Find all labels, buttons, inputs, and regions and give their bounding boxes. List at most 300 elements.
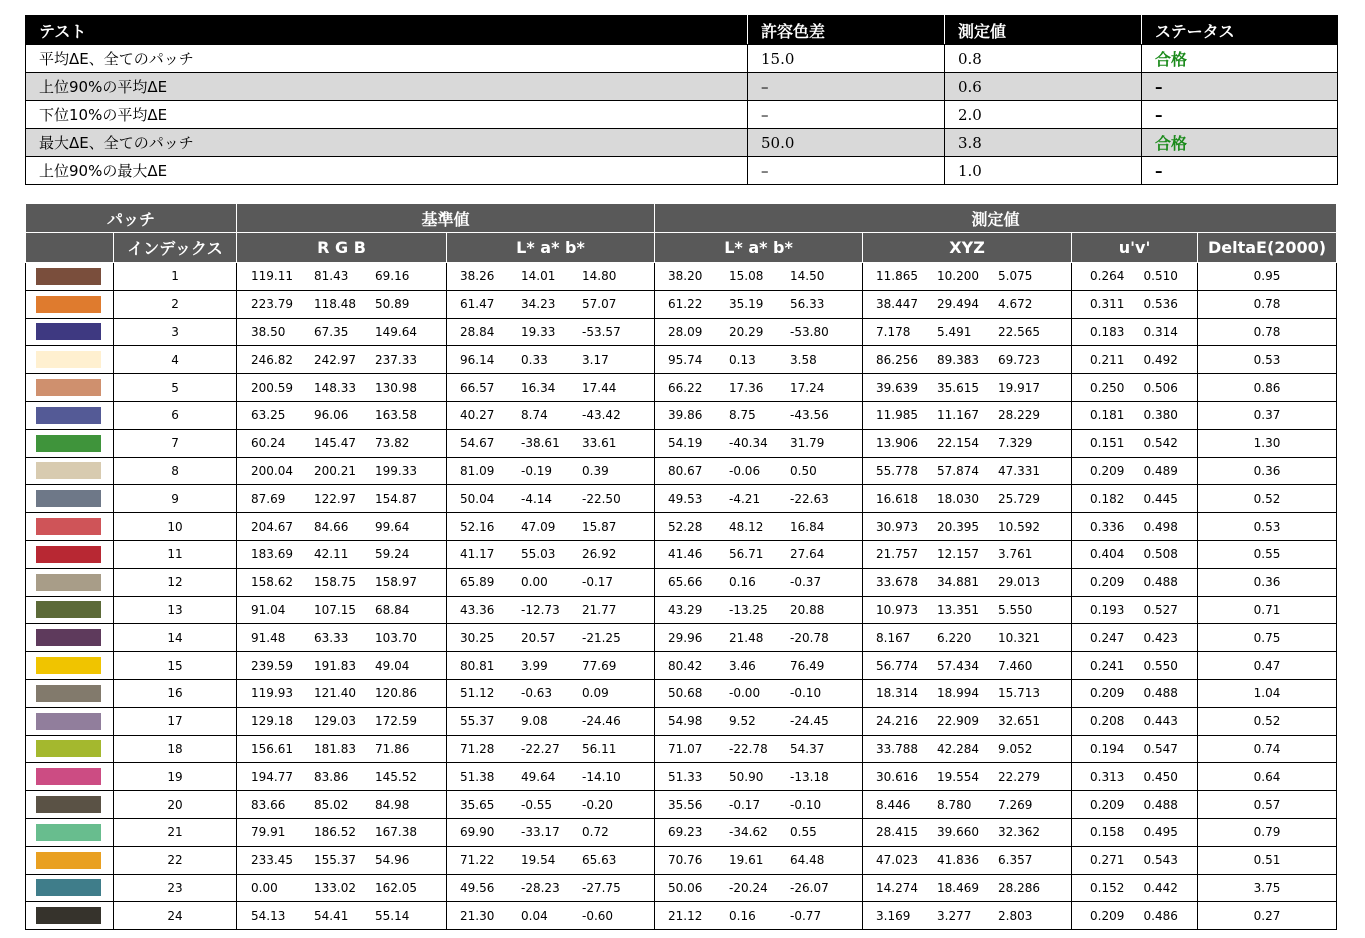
summary-header-test: テスト (26, 16, 748, 45)
patch-uv (1072, 429, 1198, 457)
patch-swatch (36, 435, 101, 452)
patch-rgb-value: 96.06 (314, 408, 349, 423)
patch-uv-value: 0.488 (1143, 797, 1178, 812)
summary-status: – (1142, 101, 1338, 129)
patch-rgb (237, 791, 447, 819)
patch-lab-measured (655, 540, 863, 568)
patch-rgb (237, 540, 447, 568)
patch-rgb-value: 155.37 (314, 853, 357, 868)
patch-swatch-cell (26, 763, 114, 791)
patch-xyz (863, 346, 1072, 374)
patch-lab-measured (655, 568, 863, 596)
patch-uv-value: 0.152 (1090, 880, 1125, 895)
patch-uv-value: 0.208 (1090, 714, 1125, 729)
patch-rgb-value: 149.64 (375, 324, 418, 339)
patch-uv (1072, 874, 1198, 902)
patch-rgb-value: 242.97 (314, 352, 357, 367)
patch-rgb-value: 118.48 (314, 297, 357, 312)
patch-xyz-value: 28.415 (876, 825, 919, 840)
patch-lab-reference-value: 0.04 (521, 908, 548, 923)
patch-row (26, 652, 1337, 680)
patch-rgb-value: 54.13 (251, 908, 286, 923)
patch-lab-measured-value: 52.28 (668, 519, 703, 534)
patch-xyz-value: 33.678 (876, 575, 919, 590)
patch-xyz-value: 3.277 (937, 908, 972, 923)
patch-row (26, 568, 1337, 596)
patch-lab-measured (655, 624, 863, 652)
patch-lab-measured (655, 846, 863, 874)
patch-xyz-value: 12.157 (937, 547, 980, 562)
patch-lab-measured (655, 513, 863, 541)
patch-lab-measured (655, 763, 863, 791)
patch-lab-measured-value: 0.50 (790, 463, 817, 478)
patch-lab-reference (447, 485, 655, 513)
patch-lab-measured-value: 61.22 (668, 297, 703, 312)
patch-rgb-value: 71.86 (375, 741, 410, 756)
patch-lab-reference-value: 0.00 (521, 575, 548, 590)
patch-lab-reference-value: 3.99 (521, 658, 548, 673)
patch-index: 10 (114, 513, 237, 541)
patch-lab-measured-value: 20.29 (729, 324, 764, 339)
patch-uv (1072, 346, 1198, 374)
patch-row (26, 624, 1337, 652)
patch-lab-measured-value: 21.48 (729, 630, 764, 645)
patch-uv-value: 0.442 (1143, 880, 1178, 895)
patch-xyz (863, 290, 1072, 318)
patch-lab-reference (447, 707, 655, 735)
patch-uv-value: 0.527 (1143, 602, 1178, 617)
patch-swatch-cell (26, 513, 114, 541)
patch-xyz (863, 374, 1072, 402)
patch-uv (1072, 624, 1198, 652)
patch-lab-reference-value: 47.09 (521, 519, 556, 534)
patch-uv-value: 0.488 (1143, 686, 1178, 701)
patch-lab-measured-value: 66.22 (668, 380, 703, 395)
patch-lab-measured-value: -22.78 (729, 741, 768, 756)
summary-header-measured: 測定値 (945, 16, 1142, 45)
patch-row (26, 290, 1337, 318)
patch-index: 1 (114, 263, 237, 291)
patch-row (26, 374, 1337, 402)
patch-uv-value: 0.194 (1090, 741, 1125, 756)
patch-lab-reference-value: 14.01 (521, 269, 556, 284)
patch-index: 16 (114, 679, 237, 707)
patch-swatch-cell (26, 652, 114, 680)
patch-lab-measured-value: 20.88 (790, 602, 825, 617)
patch-xyz-value: 42.284 (937, 741, 980, 756)
patch-lab-reference-value: 19.54 (521, 853, 556, 868)
summary-test: 上位90%の最大ΔE (26, 157, 748, 185)
patch-lab-reference-value: 40.27 (460, 408, 495, 423)
patch-uv-value: 0.506 (1143, 380, 1178, 395)
patch-lab-reference (447, 902, 655, 930)
patch-lab-reference-value: 30.25 (460, 630, 495, 645)
patch-xyz-value: 18.994 (937, 686, 980, 701)
patch-xyz (863, 679, 1072, 707)
patch-rgb-value: 145.52 (375, 769, 418, 784)
patch-index: 20 (114, 791, 237, 819)
patch-rgb-value: 183.69 (251, 547, 294, 562)
patch-lab-measured (655, 652, 863, 680)
patch-lab-measured-value: -0.37 (790, 575, 822, 590)
patch-swatch (36, 852, 101, 869)
patch-uv-value: 0.158 (1090, 825, 1125, 840)
patch-row (26, 763, 1337, 791)
patch-lab-measured-value: -24.45 (790, 714, 829, 729)
patch-rgb-value: 237.33 (375, 352, 418, 367)
patch-uv-value: 0.508 (1143, 547, 1178, 562)
patch-uv-value: 0.550 (1143, 658, 1178, 673)
patch-rgb-value: 85.02 (314, 797, 349, 812)
patch-rgb-value: 63.25 (251, 408, 286, 423)
patch-lab-measured-value: -40.34 (729, 436, 768, 451)
patch-rgb (237, 902, 447, 930)
patch-swatch-cell (26, 374, 114, 402)
patch-rgb-value: 122.97 (314, 491, 357, 506)
patch-header-sub-row (26, 233, 1337, 263)
patch-lab-measured-value: -22.63 (790, 491, 829, 506)
summary-status: 合格 (1142, 129, 1338, 157)
patch-swatch (36, 351, 101, 368)
patch-rgb (237, 568, 447, 596)
patch-xyz-value: 5.550 (998, 602, 1033, 617)
summary-header-row (26, 16, 1338, 45)
patch-delta-e: 0.57 (1198, 791, 1337, 819)
patch-uv-value: 0.241 (1090, 658, 1125, 673)
patch-rgb-value: 186.52 (314, 825, 357, 840)
patch-swatch-cell (26, 679, 114, 707)
patch-xyz-value: 8.167 (876, 630, 911, 645)
patch-xyz (863, 791, 1072, 819)
patch-lab-reference-value: 41.17 (460, 547, 495, 562)
patch-xyz-value: 11.865 (876, 269, 919, 284)
patch-lab-reference-value: 26.92 (582, 547, 617, 562)
patch-uv-value: 0.264 (1090, 269, 1125, 284)
patch-delta-e: 0.52 (1198, 707, 1337, 735)
patch-rgb-value: 73.82 (375, 436, 410, 451)
patch-lab-measured-value: 51.33 (668, 769, 703, 784)
patch-xyz-value: 10.973 (876, 602, 919, 617)
patch-xyz-value: 15.713 (998, 686, 1041, 701)
patch-lab-measured-value: 29.96 (668, 630, 703, 645)
patch-xyz-value: 6.357 (998, 853, 1033, 868)
patch-xyz-value: 22.279 (998, 769, 1041, 784)
patch-rgb-value: 68.84 (375, 602, 410, 617)
patch-delta-e: 1.04 (1198, 679, 1337, 707)
patch-xyz-value: 32.651 (998, 714, 1041, 729)
patch-rgb (237, 290, 447, 318)
patch-delta-e: 0.36 (1198, 568, 1337, 596)
patch-lab-reference-value: -0.60 (582, 908, 614, 923)
patch-lab-reference-value: 0.72 (582, 825, 609, 840)
patch-xyz-value: 7.178 (876, 324, 911, 339)
patch-row (26, 902, 1337, 930)
patch-lab-reference-value: -14.10 (582, 769, 621, 784)
patch-rgb-value: 163.58 (375, 408, 418, 423)
patch-lab-reference (447, 318, 655, 346)
patch-uv-value: 0.209 (1090, 575, 1125, 590)
patch-lab-measured-value: 50.90 (729, 769, 764, 784)
patch-xyz (863, 874, 1072, 902)
patch-lab-measured-value: 50.06 (668, 880, 703, 895)
patch-uv (1072, 679, 1198, 707)
patch-rgb-value: 239.59 (251, 658, 294, 673)
patch-lab-measured-value: 14.50 (790, 269, 825, 284)
patch-lab-measured-value: -0.10 (790, 797, 822, 812)
patch-xyz (863, 818, 1072, 846)
patch-rgb-value: 200.04 (251, 463, 294, 478)
patch-xyz-value: 7.329 (998, 436, 1033, 451)
patch-swatch-cell (26, 290, 114, 318)
header-patch: パッチ (26, 204, 237, 233)
patch-rgb-value: 233.45 (251, 853, 294, 868)
patch-lab-measured-value: 95.74 (668, 352, 703, 367)
patch-lab-measured-value: 9.52 (729, 714, 756, 729)
patch-lab-measured-value: 41.46 (668, 547, 703, 562)
patch-rgb-value: 120.86 (375, 686, 418, 701)
patch-uv-value: 0.181 (1090, 408, 1125, 423)
patch-rgb (237, 596, 447, 624)
patch-uv (1072, 846, 1198, 874)
patch-lab-reference-value: 57.07 (582, 297, 617, 312)
patch-lab-reference (447, 791, 655, 819)
patch-header-top-row (26, 204, 1337, 233)
patch-body (26, 263, 1337, 930)
patch-xyz-value: 56.774 (876, 658, 919, 673)
patch-swatch-cell (26, 791, 114, 819)
patch-row (26, 401, 1337, 429)
patch-lab-reference-value: 55.03 (521, 547, 556, 562)
patch-swatch-cell (26, 485, 114, 513)
patch-xyz-value: 6.220 (937, 630, 972, 645)
patch-uv-value: 0.336 (1090, 519, 1125, 534)
patch-lab-measured-value: 0.16 (729, 575, 756, 590)
patch-uv-value: 0.404 (1090, 547, 1125, 562)
patch-lab-measured-value: 21.12 (668, 908, 703, 923)
patch-lab-measured-value: 80.67 (668, 463, 703, 478)
patch-xyz (863, 707, 1072, 735)
patch-row (26, 318, 1337, 346)
patch-lab-measured (655, 457, 863, 485)
patch-lab-reference-value: 8.74 (521, 408, 548, 423)
patch-delta-e: 0.75 (1198, 624, 1337, 652)
patch-rgb-value: 84.98 (375, 797, 410, 812)
patch-rgb-value: 81.43 (314, 269, 349, 284)
patch-uv-value: 0.536 (1143, 297, 1178, 312)
patch-uv-value: 0.211 (1090, 352, 1125, 367)
patch-swatch (36, 713, 101, 730)
patch-lab-measured-value: -13.25 (729, 602, 768, 617)
patch-xyz-value: 10.321 (998, 630, 1041, 645)
patch-xyz-value: 11.167 (937, 408, 980, 423)
summary-table (25, 15, 1338, 185)
patch-rgb-value: 103.70 (375, 630, 418, 645)
patch-lab-measured-value: -13.18 (790, 769, 829, 784)
header-rgb: R G B (237, 233, 447, 263)
patch-delta-e: 1.30 (1198, 429, 1337, 457)
patch-swatch-cell (26, 429, 114, 457)
patch-swatch (36, 824, 101, 841)
patch-lab-measured-value: -0.10 (790, 686, 822, 701)
patch-uv-value: 0.313 (1090, 769, 1125, 784)
patch-swatch-cell (26, 318, 114, 346)
patch-index: 14 (114, 624, 237, 652)
header-lab-reference: L* a* b* (447, 233, 655, 263)
patch-uv-value: 0.247 (1090, 630, 1125, 645)
patch-xyz (863, 318, 1072, 346)
patch-delta-e: 0.47 (1198, 652, 1337, 680)
patch-lab-measured (655, 818, 863, 846)
summary-measured: 3.8 (945, 129, 1142, 157)
patch-lab-measured (655, 290, 863, 318)
patch-xyz-value: 13.906 (876, 436, 919, 451)
patch-index: 4 (114, 346, 237, 374)
patch-uv (1072, 374, 1198, 402)
patch-lab-reference-value: 0.39 (582, 463, 609, 478)
patch-rgb (237, 318, 447, 346)
patch-rgb-value: 158.75 (314, 575, 357, 590)
patch-lab-measured-value: -0.06 (729, 463, 761, 478)
patch-delta-e: 3.75 (1198, 874, 1337, 902)
patch-rgb-value: 55.14 (375, 908, 410, 923)
patch-swatch-cell (26, 540, 114, 568)
summary-tolerance: 15.0 (748, 45, 945, 73)
patch-uv-value: 0.423 (1143, 630, 1178, 645)
patch-xyz (863, 568, 1072, 596)
patch-index: 5 (114, 374, 237, 402)
patch-row (26, 513, 1337, 541)
patch-xyz-value: 33.788 (876, 741, 919, 756)
patch-rgb-value: 60.24 (251, 436, 286, 451)
patch-uv-value: 0.488 (1143, 575, 1178, 590)
patch-lab-reference-value: 21.30 (460, 908, 495, 923)
patch-uv (1072, 540, 1198, 568)
patch-lab-measured-value: 35.19 (729, 297, 764, 312)
patch-delta-e: 0.51 (1198, 846, 1337, 874)
patch-uv (1072, 735, 1198, 763)
patch-swatch-cell (26, 624, 114, 652)
header-index: インデックス (114, 233, 237, 263)
patch-lab-measured-value: -20.24 (729, 880, 768, 895)
patch-lab-reference-value: -21.25 (582, 630, 621, 645)
patch-lab-reference-value: 51.12 (460, 686, 495, 701)
patch-rgb (237, 374, 447, 402)
patch-lab-reference-value: 3.17 (582, 352, 609, 367)
patch-swatch (36, 546, 101, 563)
patch-rgb-value: 83.86 (314, 769, 349, 784)
patch-lab-reference-value: 66.57 (460, 380, 495, 395)
patch-lab-reference-value: 56.11 (582, 741, 617, 756)
patch-lab-measured (655, 679, 863, 707)
patch-row (26, 540, 1337, 568)
patch-index: 23 (114, 874, 237, 902)
patch-lab-reference-value: -0.63 (521, 686, 553, 701)
patch-lab-reference (447, 874, 655, 902)
patch-delta-e: 0.64 (1198, 763, 1337, 791)
patch-lab-measured-value: 35.56 (668, 797, 703, 812)
patch-swatch (36, 518, 101, 535)
patch-xyz-value: 39.660 (937, 825, 980, 840)
patch-xyz-value: 69.723 (998, 352, 1041, 367)
patch-rgb-value: 50.89 (375, 297, 410, 312)
patch-xyz-value: 22.909 (937, 714, 980, 729)
header-lab-measured: L* a* b* (655, 233, 863, 263)
patch-uv (1072, 707, 1198, 735)
patch-lab-reference-value: -12.73 (521, 602, 560, 617)
patch-xyz-value: 5.075 (998, 269, 1033, 284)
patch-lab-measured-value: 0.13 (729, 352, 756, 367)
patch-lab-reference (447, 540, 655, 568)
patch-lab-reference-value: 14.80 (582, 269, 617, 284)
patch-lab-measured-value: -20.78 (790, 630, 829, 645)
patch-rgb-value: 129.18 (251, 714, 294, 729)
patch-lab-reference-value: 55.37 (460, 714, 495, 729)
patch-lab-reference-value: -28.23 (521, 880, 560, 895)
patch-rgb-value: 107.15 (314, 602, 357, 617)
patch-index: 7 (114, 429, 237, 457)
patch-row (26, 679, 1337, 707)
patch-xyz-value: 30.973 (876, 519, 919, 534)
patch-lab-measured-value: -0.17 (729, 797, 761, 812)
patch-swatch (36, 574, 101, 591)
summary-row (26, 157, 1338, 185)
patch-xyz-value: 47.331 (998, 463, 1041, 478)
patch-delta-e: 0.79 (1198, 818, 1337, 846)
patch-uv (1072, 401, 1198, 429)
patch-lab-reference-value: 49.56 (460, 880, 495, 895)
patch-rgb-value: 83.66 (251, 797, 286, 812)
patch-delta-e: 0.78 (1198, 290, 1337, 318)
patch-rgb (237, 429, 447, 457)
patch-lab-measured-value: 76.49 (790, 658, 825, 673)
patch-xyz-value: 30.616 (876, 769, 919, 784)
patch-lab-reference (447, 818, 655, 846)
patch-xyz (863, 846, 1072, 874)
patch-index: 21 (114, 818, 237, 846)
patch-uv-value: 0.542 (1143, 436, 1178, 451)
patch-lab-measured-value: -26.07 (790, 880, 829, 895)
patch-rgb (237, 485, 447, 513)
patch-lab-reference-value: 17.44 (582, 380, 617, 395)
patch-swatch (36, 907, 101, 924)
patch-rgb (237, 846, 447, 874)
patch-lab-measured-value: 0.16 (729, 908, 756, 923)
patch-row (26, 457, 1337, 485)
patch-rgb-value: 181.83 (314, 741, 357, 756)
patch-lab-reference-value: -0.20 (582, 797, 614, 812)
patch-lab-reference-value: 65.63 (582, 853, 617, 868)
patch-xyz-value: 22.154 (937, 436, 980, 451)
patch-index: 17 (114, 707, 237, 735)
patch-row (26, 791, 1337, 819)
patch-swatch (36, 657, 101, 674)
patch-rgb-value: 49.04 (375, 658, 410, 673)
patch-lab-reference-value: 0.09 (582, 686, 609, 701)
patch-uv-value: 0.182 (1090, 491, 1125, 506)
patch-index: 3 (114, 318, 237, 346)
patch-lab-reference (447, 763, 655, 791)
patch-lab-measured-value: 80.42 (668, 658, 703, 673)
patch-rgb-value: 145.47 (314, 436, 357, 451)
patch-lab-reference-value: 9.08 (521, 714, 548, 729)
patch-lab-measured-value: 54.37 (790, 741, 825, 756)
patch-uv-value: 0.183 (1090, 324, 1125, 339)
patch-rgb-value: 204.67 (251, 519, 294, 534)
patch-lab-reference (447, 846, 655, 874)
patch-lab-reference-value: 38.26 (460, 269, 495, 284)
patch-lab-reference-value: 81.09 (460, 463, 495, 478)
patch-swatch-cell (26, 568, 114, 596)
